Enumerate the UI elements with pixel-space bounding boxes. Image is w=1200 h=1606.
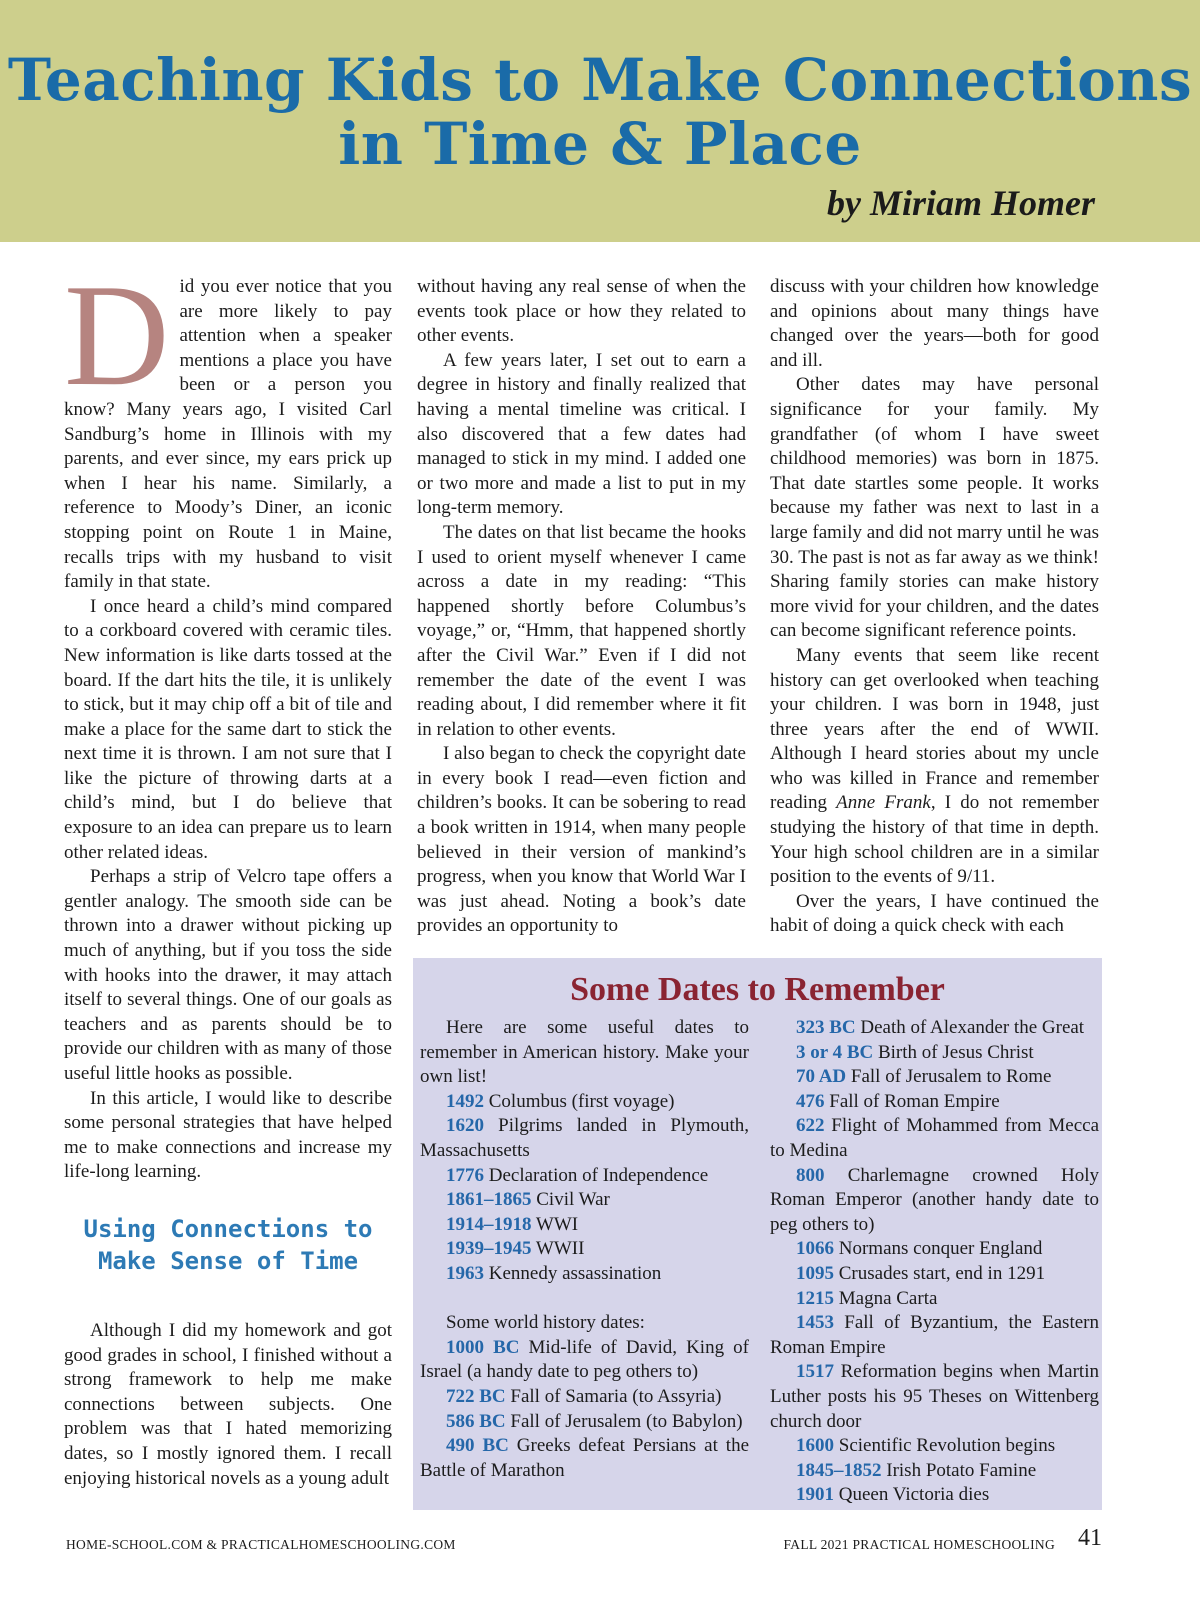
dates-sidebar [413,958,1102,1510]
section-heading [64,1213,392,1277]
paragraph-strategies: In this article, I would like to describe some personal strategies that have helped me to make connections and increase my life-long learning. [64,1087,392,1183]
date-event: Normans conquer England [834,1238,1043,1260]
date-event: Death of Alexander the Great [855,1017,1085,1038]
date-event: Scientific Revolution begins [834,1435,1056,1457]
date-year: 722 BC [446,1385,506,1407]
date-entry [770,1262,1099,1287]
date-year: 1600 [796,1435,834,1457]
date-year: 1095 [796,1262,834,1284]
date-entry [770,1237,1099,1262]
column-3 [770,275,1099,939]
title-line-2: in Time & Place [338,110,862,178]
date-year: 476 [796,1090,825,1112]
date-year: 1845–1852 [796,1459,882,1481]
date-entry [420,1385,749,1410]
date-event: Fall of Jerusalem to Rome [846,1066,1052,1088]
subhead-line-2: Make Sense of Time [97,1246,359,1275]
date-entry [420,1188,749,1213]
date-entry [420,1090,749,1115]
date-event: WWII [531,1238,585,1260]
sidebar-intro: Here are some useful dates to remember in American history. Make your own list! [420,1017,749,1088]
date-entry [770,1434,1099,1459]
footer-issue: FALL 2021 PRACTICAL HOMESCHOOLING [783,1537,1055,1552]
sidebar-column-2 [770,1016,1099,1508]
date-entry [420,1336,749,1385]
date-entry [770,1311,1099,1360]
subhead-line-1: Using Connections to [83,1214,373,1243]
date-entry [420,1410,749,1435]
sidebar-column-1 [420,1016,749,1483]
paragraph-homework: Although I did my homework and got good grades in school, I finished without a strong framework to help me make connections between subjects. One problem was that I hated memorizing dates, so I mostly ignored them. I recall enjoying historical novels as a young adult [64,1319,392,1489]
world-dates-intro: Some world history dates: [446,1312,645,1334]
american-dates-list [420,1090,749,1287]
date-entry [420,1434,749,1483]
date-year: 1914–1918 [446,1213,532,1235]
date-year: 1963 [446,1262,484,1284]
date-year: 1901 [796,1484,834,1506]
paragraph-habit: Over the years, I have continued the habit of doing a quick check with each [770,890,1099,937]
date-event: Mid-life of David, King of Israel (a handy date to peg others to) [420,1336,749,1383]
date-event: Civil War [531,1189,610,1211]
date-entry [420,1213,749,1238]
date-entry [770,1459,1099,1484]
book-title: Anne Frank [836,792,931,814]
date-year: 323 BC [796,1017,856,1038]
date-entry [770,1041,1099,1066]
date-event: Kennedy assassination [484,1262,662,1284]
date-entry [420,1262,749,1287]
date-entry [770,1016,1099,1041]
date-entry [770,1065,1099,1090]
date-year: 586 BC [446,1410,506,1432]
date-event: Declaration of Independence [484,1164,709,1186]
date-year: 1776 [446,1164,484,1186]
date-year: 1861–1865 [446,1189,532,1211]
date-year: 490 BC [446,1435,509,1457]
sidebar-title: Some Dates to Remember [570,971,945,1008]
date-year: 70 AD [796,1066,847,1088]
drop-cap: D [64,254,170,416]
paragraph-hooks: The dates on that list became the hooks I used to orient myself whenever I came across a date in my reading: “This happened shortly before Columbus’s voyage,” or, “Hmm, that happened shortly after the Civil War.” Even if I did not remember the date of the event I was reading about, I did remember where it fit in relation to other events. [417,521,746,740]
date-year: 1453 [796,1312,834,1334]
date-event: Crusades start, end in 1291 [834,1262,1046,1284]
paragraph-copyright: I also began to check the copyright date in every book I read—even fiction and children’s books. It can be sobering to read a book written in 1914, when many people believed in their version of mankind’s progress, when you know that World War I was just ahead. Noting a book’s date provides an opportunity to [417,743,746,937]
intro-text: id you ever notice that you are more likely to pay attention when a speaker mentions a place you have been or a person you know? Many years ago, I visited Carl Sandburg’s home in Illinois with my parents, and ever since, my ears prick up when I hear his name. Similarly, a reference to Moody’s Diner, an iconic stopping point on Route 1 in Maine, recalls trips with my husband to visit family in that state. [64,276,392,593]
date-event: Irish Potato Famine [881,1459,1037,1481]
date-event: Reformation begins when Martin Luther posts his 95 Theses on Wittenberg church door [770,1361,1099,1432]
date-entry [770,1360,1099,1434]
title-line-1: Teaching Kids to Make Connections [7,46,1193,114]
date-entry [420,1237,749,1262]
date-event: Greeks defeat Persians at the Battle of Marathon [420,1435,749,1481]
paragraph-corkboard: I once heard a child’s mind compared to a corkboard covered with ceramic tiles. New information is like darts tossed at the board. If the dart hits the tile, it is unlikely to stick, but it may chip off a bit of tile and make a place for the same dart to stick the next time it is thrown. I am not sure that I like the picture of throwing darts at a child’s mind, but I do believe that exposure to an idea can prepare us to learn other related ideas. [64,595,392,863]
byline: by Miriam Homer [827,183,1095,223]
date-entry [770,1114,1099,1163]
title-banner [0,0,1200,242]
date-entry [770,1287,1099,1312]
date-year: 1000 BC [446,1336,520,1358]
date-event: WWI [531,1213,579,1235]
date-year: 1492 [446,1090,484,1112]
date-entry [770,1164,1099,1238]
paragraph-velcro: Perhaps a strip of Velcro tape offers a gentler analogy. The smooth side can be thrown into a drawer without picking up much of anything, but if you toss the side with hooks into the drawer, it may attach itself to several things. One of our goals as teachers and as parents should be to provide our children with as many of those useful little hooks as possible. [64,866,392,1084]
date-year: 1620 [446,1115,484,1137]
column-2 [417,275,746,939]
world-dates-list [420,1336,749,1484]
footer-website: HOME-SCHOOL.COM & PRACTICALHOMESCHOOLING.COM [66,1537,456,1552]
date-entry [770,1090,1099,1115]
date-entry [770,1483,1099,1508]
date-event: Birth of Jesus Christ [873,1041,1034,1063]
date-year: 1517 [796,1361,834,1383]
paragraph-family: Other dates may have personal significance for your family. My grandfather (of whom I have sweet childhood memories) was born in 1875. That date startles some people. It works because my father was next to last in a large family and did not marry until he was 30. The past is not as far away as we think! Sharing family stories can make history more vivid for your children, and the dates can become significant reference points. [770,374,1099,642]
date-event: Queen Victoria dies [834,1484,990,1506]
date-event: Flight of Mohammed from Mecca to Medina [770,1115,1099,1161]
paragraph-degree: A few years later, I set out to earn a degree in history and finally realized that having a mental timeline was critical. I also discovered that a few dates had managed to stick in my mind. I added one or two more and made a list to put in my long-term memory. [417,349,746,519]
date-event: Fall of Samaria (to Assyria) [505,1385,722,1407]
paragraph-continued: without having any real sense of when the events took place or how they related to other events. [417,276,746,347]
date-year: 800 [796,1164,825,1186]
date-year: 3 or 4 BC [796,1041,874,1063]
date-entry [420,1114,749,1163]
world-dates-list-continued [770,1016,1099,1508]
date-entry [420,1164,749,1189]
paragraph-recent-history: Many events that seem like recent history can get overlooked when teaching your children. I was born in 1948, just three years after the end of WWII. Although I heard stories about my uncle who was killed in France and remember reading Anne Frank, I do not remember studying the history of that time in depth. Your high school children are in a similar position to the events of 9/11. [770,644,1099,888]
date-event: Pilgrims landed in Plymouth, Massachusetts [420,1115,749,1161]
date-year: 1215 [796,1287,834,1309]
column-1 [64,254,392,1491]
date-event: Magna Carta [834,1287,938,1309]
date-year: 1939–1945 [446,1238,532,1260]
date-event: Charlemagne crowned Holy Roman Emperor (another handy date to peg others to) [770,1164,1099,1235]
date-year: 1066 [796,1238,834,1260]
date-event: Fall of Jerusalem (to Babylon) [505,1410,743,1432]
date-event: Fall of Roman Empire [824,1090,1000,1112]
paragraph-discuss: discuss with your children how knowledge and opinions about many things have changed over the years—both for good and ill. [770,276,1099,371]
date-event: Columbus (first voyage) [484,1090,675,1112]
date-year: 622 [796,1115,825,1137]
page-number: 41 [1078,1525,1102,1551]
date-event: Fall of Byzantium, the Eastern Roman Empire [770,1312,1099,1358]
paragraph-intro [64,254,392,595]
article-title [0,48,1200,176]
